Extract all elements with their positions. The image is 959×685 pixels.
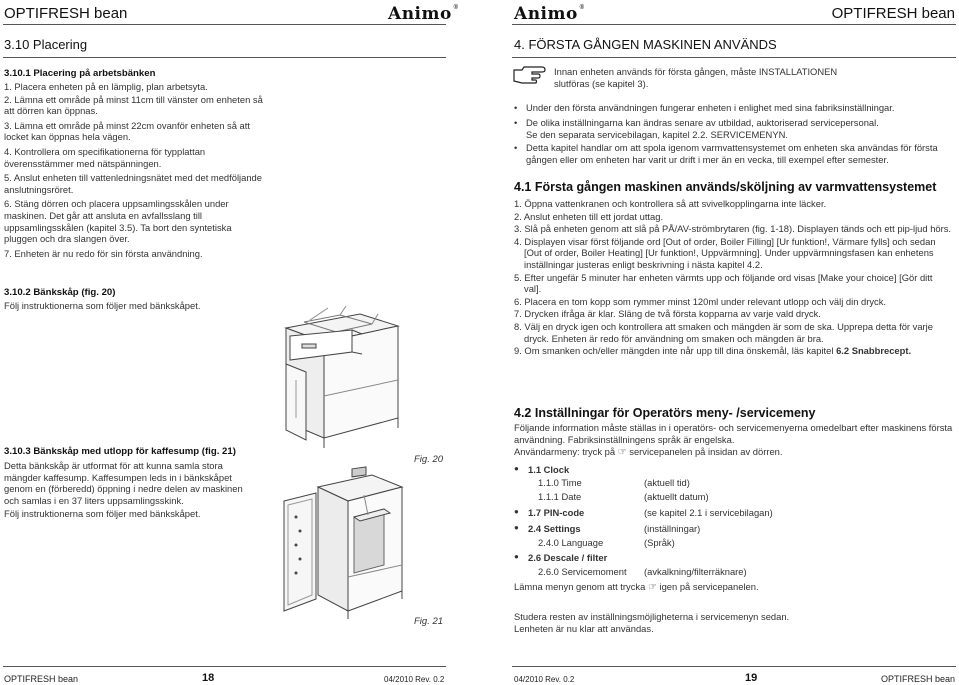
- step41-4: 4. Displayen visar först följande ord [Out of order, Boiler Filling] [Ur funktion!, Värmare fylls] och sedan [Out of order, Boiler Heating] [Ur funktion!, Uppvärmning]. Under uppvärmningsfasen kan enhetens inställningar justeras enligt beskrivning i nästa kapitel 4.2.: [514, 235, 936, 270]
- header-rule-right: [512, 24, 956, 25]
- step41-6: 6. Placera en tom kopp som rymmer minst 120ml under relevant utlopp och välj din dryck.: [514, 295, 887, 307]
- step-6: 6. Stäng dörren och placera uppsamlingsskålen under maskinen. Det går att ansluta en avfallsslang till uppsamlingsskålen (kapitel 3.5). Ta bort den syntetiska pluggen och dra slangen över.: [4, 198, 232, 245]
- footer-right-page: 19: [745, 672, 758, 684]
- installation-note: Innan enheten används för första gången, måste INSTALLATIONEN slutföras (se kapitel 3).: [554, 66, 838, 89]
- steps-4-1: [514, 198, 952, 357]
- animo-logo-left: Animo®: [388, 4, 460, 24]
- step41-2: 2. Anslut enheten till ett jordat uttag.: [514, 210, 664, 222]
- step41-7: 7. Drycken ifråga är klar. Släng de två första kopparna av varje vald dryck.: [514, 308, 821, 320]
- heading-3-10-3: 3.10.3 Bänkskåp med utlopp för kaffesump (fig. 21): [4, 446, 236, 457]
- header-rule-left: [3, 24, 446, 25]
- placement-steps: [4, 81, 266, 259]
- closing-text: Studera resten av inställningsmöjligheterna i servicemenyn sedan. Lenheten är nu klar att användas.: [514, 611, 790, 634]
- step-4: 4. Kontrollera om specifikationerna för typplattan överensstämmer med nätspänningen.: [4, 145, 206, 169]
- bullet-2: • De olika inställningarna kan ändras senare av utbildad, auktoriserad servicepersonal. Se den separata servicebilagan, kapitel 2.2. SERVICEMENYN.: [514, 117, 879, 140]
- text-4-2-b: Användarmeny: tryck på ☞ servicepanelen på insidan av dörren.: [514, 446, 783, 458]
- step41-9: 9. Om smanken och/eller mängden inte når upp till dina önskemål, läs kapitel 6.2 Snabbrecept.: [514, 345, 912, 357]
- figure-20-cabinet: [282, 300, 402, 455]
- step41-1: 1. Öppna vattenkranen och kontrollera så att svivelkopplingarna inte läcker.: [514, 198, 827, 209]
- step-5: 5. Anslut enheten till vattenledningsnätet med det medföljande anslutningsröret.: [4, 172, 262, 195]
- step41-5: 5. Efter ungefär 5 minuter har enheten värmts upp och följande ord visas [Make your choice] [Gör ditt val].: [514, 271, 933, 295]
- footer-left-brand: OPTIFRESH bean: [4, 674, 79, 684]
- step-1: 1. Placera enheten på en lämplig, plan arbetsyta.: [4, 81, 208, 92]
- heading-3-10-1: 3.10.1 Placering på arbetsbänken: [4, 68, 156, 79]
- footer-rule-left: [3, 666, 446, 667]
- step-2: 2. Lämna ett område på minst 11cm till vänster om enheten så att dörren kan öppnas.: [4, 93, 263, 117]
- section-title-forsta-gangen: 4. FÖRSTA GÅNGEN MASKINEN ANVÄNDS: [514, 37, 777, 52]
- animo-logo-right: Animo®: [514, 4, 586, 24]
- heading-4-2: 4.2 Inställningar för Operatörs meny- /servicemeny: [514, 406, 816, 420]
- text-3-10-3-b: Följ instruktionerna som följer med bänkskåpet.: [4, 508, 201, 519]
- bullet-dot: •: [514, 117, 518, 128]
- hand-tap-icon: ☞: [617, 447, 627, 458]
- step41-3: 3. Slå på enheten genom att slå på PÅ/AV-strömbrytaren (fig. 1-18). Displayen tänds och ett pip-ljud hörs.: [514, 223, 952, 235]
- footer-left-rev: 04/2010 Rev. 0.2: [384, 675, 445, 684]
- pointing-hand-icon: [512, 64, 546, 84]
- footer-left-page: 18: [202, 672, 215, 684]
- bullet-dot: •: [514, 142, 518, 153]
- text-4-2-a: Följande information måste ställas in i operatörs- och servicemenyerna omedelbart efter maskinens första användning. Fabriksinställningens språk är engelska.: [514, 422, 953, 445]
- leave-menu-text: Lämna menyn genom att trycka ☞ igen på servicepanelen.: [514, 581, 759, 593]
- step41-8: 8. Välj en dryck igen och kontrollera att smaken och mängden är som de ska. Upprepa detta för varje dryck. Enheten är redo för användning om smaken och mängden är bra.: [514, 320, 933, 344]
- step-7: 7. Enheten är nu redo för sin första användning.: [4, 247, 203, 259]
- figure-21-cabinet: [280, 465, 405, 625]
- footer-right-rev: 04/2010 Rev. 0.2: [514, 675, 575, 684]
- fig-20-label: Fig. 20: [414, 454, 444, 465]
- heading-4-1: 4.1 Första gången maskinen används/sköljning av varmvattensystemet: [514, 180, 937, 194]
- header-right-title: OPTIFRESH bean: [831, 5, 955, 22]
- hand-tap-icon: ☞: [647, 582, 657, 593]
- text-3-10-2: Följ instruktionerna som följer med bänkskåpet.: [4, 300, 201, 311]
- footer-right-brand: OPTIFRESH bean: [880, 674, 955, 684]
- section-title-placering: 3.10 Placering: [4, 37, 88, 52]
- header-left-title: OPTIFRESH bean: [4, 5, 128, 22]
- bullet-3: • Detta kapitel handlar om att spola igenom varmvattensystemet om enheten ska användas för första gången eller om enheten har varit ur drift i mer än en vecka, till exempel efter semester.: [514, 142, 938, 165]
- footer-rule-right: [512, 666, 956, 667]
- bullet-dot: •: [514, 102, 518, 113]
- text-3-10-3: Detta bänkskåp är utformat för att kunna samla stora mängder kaffesump. Kaffesumpen leds in i bänkskåpet genom en (förberedd) öppning i nedre delen av maskinen och samlas i en 37 liters uppsamlingsskink.: [4, 460, 243, 506]
- section-rule-left: [3, 57, 446, 58]
- step-3: 3. Lämna ett område på minst 22cm ovanför enheten så att locket kan öppnas hela vägen.: [4, 119, 250, 143]
- heading-3-10-2: 3.10.2 Bänkskåp (fig. 20): [4, 287, 116, 298]
- section-rule-right: [512, 57, 956, 58]
- bullet-1: • Under den första användningen fungerar enheten i enlighet med sina fabriksinställningar.: [514, 102, 895, 113]
- fig-21-label: Fig. 21: [414, 616, 444, 627]
